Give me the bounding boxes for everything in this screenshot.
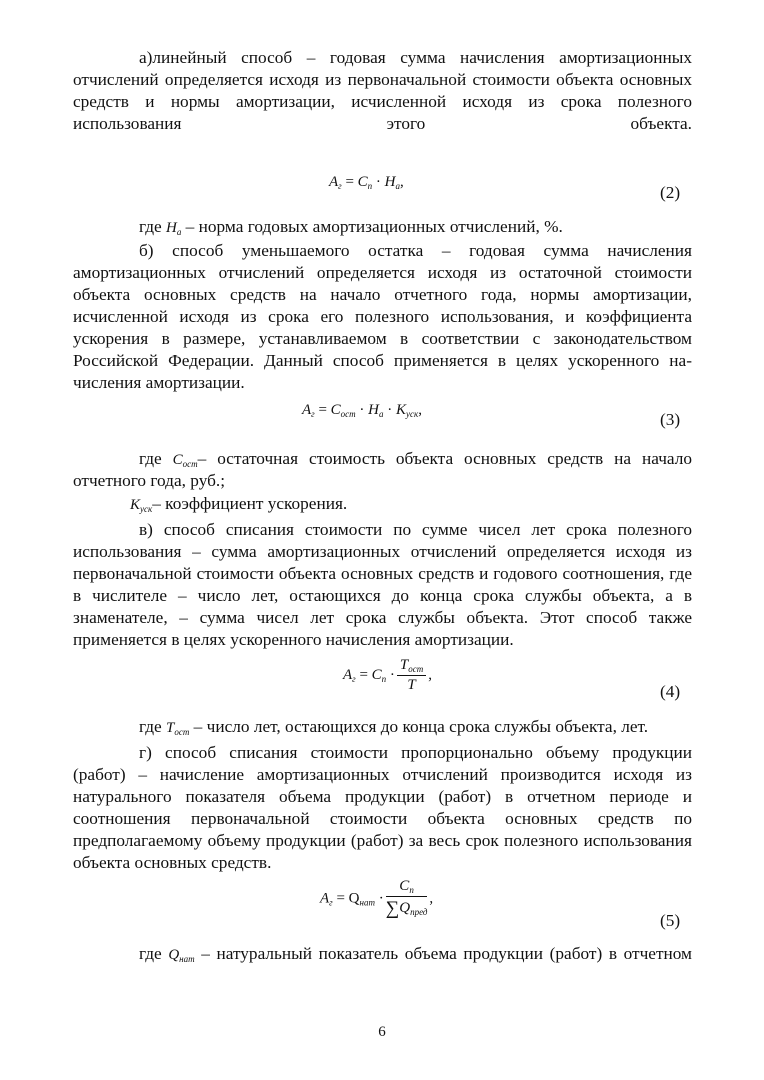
symbol-cost: $C_{ост}$ (172, 452, 198, 469)
equation-number-4: (4) (660, 682, 681, 701)
text-suffix: – остаточная стоимость объекта основных средств на начало (197, 449, 693, 468)
paragraph-linear-method: а)линейный способ – годовая сумма начисления амортизационных отчислений определяется исходя из первоначальной стоимости объекта основных средств и нормы амортизации, исчисленной исходя из срока полезного использования этого объекта. (73, 48, 692, 133)
text-suffix: – натуральный показатель объема продукции (работ) в отчетном (194, 944, 692, 963)
fraction-years: $\frac{T_{ост}}{T}$ (397, 657, 426, 694)
equation-number-3: (3) (660, 410, 681, 429)
paragraph-norm-definition (139, 216, 563, 243)
paragraph-acceleration-coefficient (130, 493, 347, 520)
formula-3: $A_г = C_{ост} \cdot H_а \cdot K_{уск}$, (302, 402, 422, 419)
formula-5: $A_г = Q_{нат}$ · $\frac{C_п}{\sum Q_{пред}}$ , (320, 878, 434, 919)
text-prefix: где (139, 944, 169, 963)
text-suffix: – число лет, остающихся до конца срока службы объекта, лет. (189, 717, 649, 736)
formula-2: $A_г = C_п \cdot H_а$, (329, 174, 404, 191)
text-prefix: где (139, 449, 173, 468)
text-prefix: где (139, 717, 167, 736)
symbol-na: $H_а$ (166, 220, 182, 237)
paragraph-residual-continuation: отчетного года, руб.; (73, 471, 226, 490)
page-number: 6 (378, 1024, 386, 1040)
text-prefix: где (139, 217, 167, 236)
paragraph-production-method: г) способ списания стоимости пропорционально объему продукции (работ) – начисление амортизационных отчислений производится исходя из натурального показателя объема продукции (работ) в отчетном периоде и соотношения первоначальной стоимости объекта основных средств по предполагаемому объему продукции (работ) за весь срок полезного использования объекта основных средств. (73, 743, 692, 872)
paragraph-natural-indicator (139, 943, 692, 970)
equation-number-5: (5) (660, 911, 681, 930)
symbol-tost: $T_{ост}$ (166, 720, 190, 737)
paragraph-sum-of-years: в) способ списания стоимости по сумме чисел лет срока полезного использования – сумма амортизационных отчислений определяется исходя из первоначальной стоимости объекта основных средств и годового соотношения, где в числителе – число лет, остающихся до конца срока службы объекта, а в знаменателе, – сумма чисел лет срока службы объекта. Этот способ также применяется в целях ускоренного начисления амортизации. (73, 520, 692, 649)
symbol-qnat: $Q_{нат}$ (168, 947, 195, 964)
text-suffix: – коэффициент ускорения. (152, 494, 348, 513)
paragraph-years-left-definition (139, 716, 648, 743)
text-suffix: – норма годовых амортизационных отчислений, %. (181, 217, 563, 236)
equation-number-2: (2) (660, 183, 681, 202)
paragraph-declining-balance: б) способ уменьшаемого остатка – годовая сумма начисления амортизационных отчислений определяется исходя из остаточной стоимости объекта основных средств на начало отчетного года, нормы амортизации, исчисленной исходя из срока его полезного использования, и коэффициента ускорения в размере, устанавливаемом в соответствии с законодательством Российской Федерации. Данный способ применяется в целях ускоренного начисления амортизации. (73, 241, 692, 392)
fraction-volume: $\frac{C_п}{\sum Q_{пред}}$ (385, 878, 428, 919)
symbol-kusk: $K_{уск}$ (130, 497, 153, 514)
formula-4: $A_г = C_п$ · $\frac{T_{ост}}{T}$ , (343, 657, 433, 693)
